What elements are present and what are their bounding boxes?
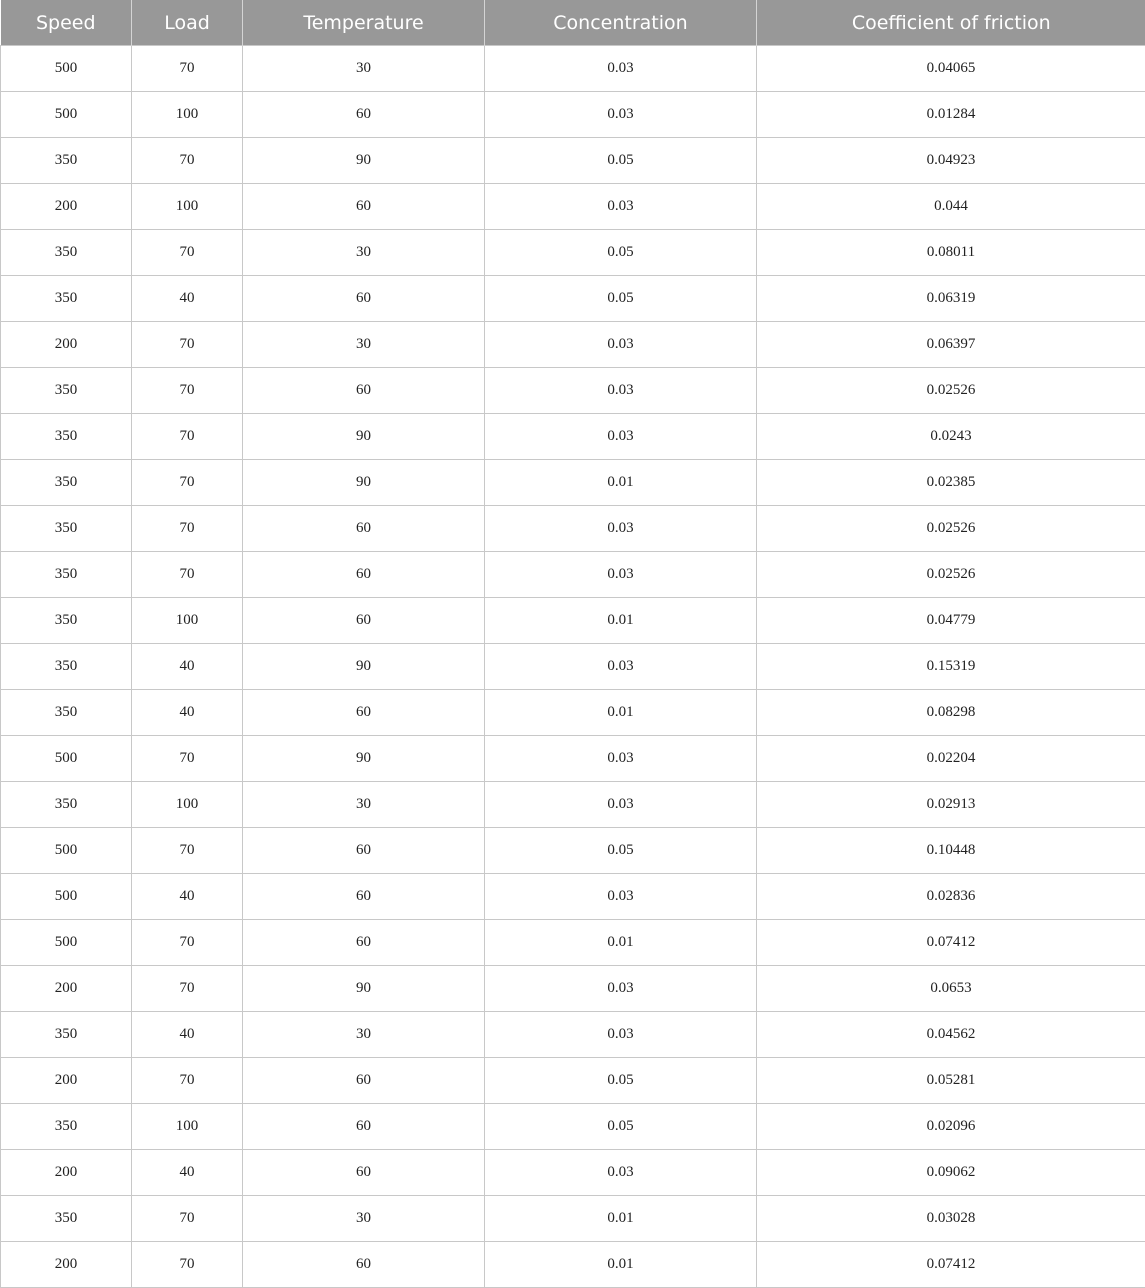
cell-speed: 350 xyxy=(1,138,132,184)
cell-coefficient-of-friction: 0.08298 xyxy=(757,690,1145,736)
header-coefficient-of-friction: Coefficient of friction xyxy=(757,0,1145,46)
table-row xyxy=(1,184,1145,230)
cell-coefficient-of-friction: 0.0653 xyxy=(757,966,1145,1012)
cell-concentration: 0.05 xyxy=(485,1104,757,1150)
cell-load: 70 xyxy=(132,920,243,966)
table-row xyxy=(1,1150,1145,1196)
cell-temperature: 30 xyxy=(243,230,485,276)
cell-temperature: 90 xyxy=(243,736,485,782)
cell-coefficient-of-friction: 0.04562 xyxy=(757,1012,1145,1058)
cell-concentration: 0.03 xyxy=(485,736,757,782)
cell-temperature: 60 xyxy=(243,1104,485,1150)
cell-coefficient-of-friction: 0.02913 xyxy=(757,782,1145,828)
table-row xyxy=(1,552,1145,598)
cell-coefficient-of-friction: 0.02526 xyxy=(757,506,1145,552)
cell-coefficient-of-friction: 0.0243 xyxy=(757,414,1145,460)
table-row xyxy=(1,414,1145,460)
cell-speed: 350 xyxy=(1,690,132,736)
cell-load: 70 xyxy=(132,414,243,460)
cell-load: 100 xyxy=(132,184,243,230)
cell-coefficient-of-friction: 0.04065 xyxy=(757,46,1145,92)
table-row xyxy=(1,1012,1145,1058)
cell-temperature: 60 xyxy=(243,598,485,644)
cell-temperature: 30 xyxy=(243,782,485,828)
table-row xyxy=(1,920,1145,966)
cell-speed: 500 xyxy=(1,874,132,920)
table-row xyxy=(1,322,1145,368)
cell-coefficient-of-friction: 0.07412 xyxy=(757,1242,1145,1288)
cell-speed: 200 xyxy=(1,1242,132,1288)
cell-temperature: 90 xyxy=(243,966,485,1012)
table-row xyxy=(1,138,1145,184)
table-row xyxy=(1,1196,1145,1242)
cell-speed: 350 xyxy=(1,552,132,598)
table-row xyxy=(1,1242,1145,1288)
cell-concentration: 0.01 xyxy=(485,460,757,506)
cell-coefficient-of-friction: 0.02526 xyxy=(757,552,1145,598)
cell-speed: 350 xyxy=(1,230,132,276)
cell-load: 100 xyxy=(132,92,243,138)
cell-speed: 200 xyxy=(1,966,132,1012)
cell-temperature: 90 xyxy=(243,460,485,506)
cell-load: 70 xyxy=(132,506,243,552)
cell-speed: 350 xyxy=(1,276,132,322)
cell-temperature: 60 xyxy=(243,1150,485,1196)
cell-concentration: 0.01 xyxy=(485,1196,757,1242)
cell-temperature: 60 xyxy=(243,828,485,874)
cell-coefficient-of-friction: 0.06319 xyxy=(757,276,1145,322)
table-row xyxy=(1,644,1145,690)
cell-speed: 350 xyxy=(1,414,132,460)
table-row xyxy=(1,1104,1145,1150)
cell-concentration: 0.03 xyxy=(485,322,757,368)
cell-load: 70 xyxy=(132,828,243,874)
cell-speed: 200 xyxy=(1,1150,132,1196)
cell-coefficient-of-friction: 0.02096 xyxy=(757,1104,1145,1150)
cell-temperature: 60 xyxy=(243,552,485,598)
cell-temperature: 60 xyxy=(243,368,485,414)
cell-speed: 350 xyxy=(1,782,132,828)
cell-coefficient-of-friction: 0.01284 xyxy=(757,92,1145,138)
cell-concentration: 0.03 xyxy=(485,1150,757,1196)
cell-temperature: 60 xyxy=(243,1242,485,1288)
table-row xyxy=(1,460,1145,506)
cell-concentration: 0.03 xyxy=(485,1012,757,1058)
cell-temperature: 90 xyxy=(243,138,485,184)
cell-concentration: 0.01 xyxy=(485,920,757,966)
table-row xyxy=(1,874,1145,920)
cell-coefficient-of-friction: 0.02526 xyxy=(757,368,1145,414)
cell-temperature: 30 xyxy=(243,1012,485,1058)
cell-speed: 500 xyxy=(1,46,132,92)
cell-speed: 200 xyxy=(1,184,132,230)
cell-temperature: 90 xyxy=(243,644,485,690)
header-speed: Speed xyxy=(1,0,132,46)
cell-load: 100 xyxy=(132,1104,243,1150)
cell-speed: 200 xyxy=(1,322,132,368)
table-row xyxy=(1,690,1145,736)
header-concentration: Concentration xyxy=(485,0,757,46)
cell-load: 70 xyxy=(132,138,243,184)
table-row xyxy=(1,276,1145,322)
cell-coefficient-of-friction: 0.15319 xyxy=(757,644,1145,690)
cell-load: 40 xyxy=(132,874,243,920)
cell-concentration: 0.05 xyxy=(485,828,757,874)
cell-concentration: 0.01 xyxy=(485,690,757,736)
cell-temperature: 60 xyxy=(243,92,485,138)
table-row xyxy=(1,736,1145,782)
cell-concentration: 0.05 xyxy=(485,1058,757,1104)
table-row xyxy=(1,598,1145,644)
cell-speed: 500 xyxy=(1,920,132,966)
cell-concentration: 0.01 xyxy=(485,598,757,644)
cell-temperature: 60 xyxy=(243,276,485,322)
cell-load: 40 xyxy=(132,1012,243,1058)
cell-temperature: 60 xyxy=(243,184,485,230)
cell-coefficient-of-friction: 0.10448 xyxy=(757,828,1145,874)
cell-concentration: 0.03 xyxy=(485,414,757,460)
table-row xyxy=(1,782,1145,828)
cell-load: 70 xyxy=(132,460,243,506)
cell-concentration: 0.03 xyxy=(485,46,757,92)
table-row xyxy=(1,828,1145,874)
cell-speed: 350 xyxy=(1,1012,132,1058)
cell-temperature: 60 xyxy=(243,920,485,966)
cell-speed: 500 xyxy=(1,828,132,874)
cell-coefficient-of-friction: 0.05281 xyxy=(757,1058,1145,1104)
cell-concentration: 0.03 xyxy=(485,92,757,138)
cell-temperature: 60 xyxy=(243,690,485,736)
cell-load: 70 xyxy=(132,1058,243,1104)
cell-coefficient-of-friction: 0.04923 xyxy=(757,138,1145,184)
cell-coefficient-of-friction: 0.03028 xyxy=(757,1196,1145,1242)
table-row xyxy=(1,46,1145,92)
cell-coefficient-of-friction: 0.09062 xyxy=(757,1150,1145,1196)
cell-load: 70 xyxy=(132,552,243,598)
cell-coefficient-of-friction: 0.044 xyxy=(757,184,1145,230)
cell-load: 70 xyxy=(132,736,243,782)
cell-concentration: 0.03 xyxy=(485,644,757,690)
cell-temperature: 60 xyxy=(243,874,485,920)
cell-load: 70 xyxy=(132,46,243,92)
cell-load: 70 xyxy=(132,1196,243,1242)
cell-temperature: 60 xyxy=(243,1058,485,1104)
cell-coefficient-of-friction: 0.02836 xyxy=(757,874,1145,920)
cell-concentration: 0.05 xyxy=(485,276,757,322)
table-row xyxy=(1,230,1145,276)
cell-coefficient-of-friction: 0.06397 xyxy=(757,322,1145,368)
cell-speed: 200 xyxy=(1,1058,132,1104)
cell-load: 40 xyxy=(132,1150,243,1196)
table-row xyxy=(1,966,1145,1012)
cell-concentration: 0.01 xyxy=(485,1242,757,1288)
cell-concentration: 0.03 xyxy=(485,368,757,414)
cell-coefficient-of-friction: 0.02204 xyxy=(757,736,1145,782)
cell-speed: 350 xyxy=(1,1196,132,1242)
cell-temperature: 60 xyxy=(243,506,485,552)
cell-coefficient-of-friction: 0.04779 xyxy=(757,598,1145,644)
cell-temperature: 30 xyxy=(243,1196,485,1242)
cell-speed: 350 xyxy=(1,506,132,552)
cell-temperature: 90 xyxy=(243,414,485,460)
cell-speed: 350 xyxy=(1,598,132,644)
cell-concentration: 0.05 xyxy=(485,230,757,276)
cell-load: 70 xyxy=(132,966,243,1012)
table-row xyxy=(1,1058,1145,1104)
cell-concentration: 0.03 xyxy=(485,782,757,828)
cell-speed: 350 xyxy=(1,1104,132,1150)
cell-concentration: 0.03 xyxy=(485,552,757,598)
cell-coefficient-of-friction: 0.08011 xyxy=(757,230,1145,276)
cell-speed: 350 xyxy=(1,460,132,506)
cell-concentration: 0.03 xyxy=(485,874,757,920)
cell-concentration: 0.05 xyxy=(485,138,757,184)
cell-concentration: 0.03 xyxy=(485,966,757,1012)
cell-temperature: 30 xyxy=(243,46,485,92)
cell-speed: 500 xyxy=(1,736,132,782)
table-row xyxy=(1,506,1145,552)
cell-coefficient-of-friction: 0.07412 xyxy=(757,920,1145,966)
header-temperature: Temperature xyxy=(243,0,485,46)
cell-load: 40 xyxy=(132,690,243,736)
header-load: Load xyxy=(132,0,243,46)
cell-speed: 350 xyxy=(1,368,132,414)
cell-temperature: 30 xyxy=(243,322,485,368)
cell-load: 40 xyxy=(132,644,243,690)
cell-load: 70 xyxy=(132,1242,243,1288)
cell-load: 40 xyxy=(132,276,243,322)
cell-load: 70 xyxy=(132,322,243,368)
table-row xyxy=(1,368,1145,414)
table-row xyxy=(1,92,1145,138)
cell-load: 70 xyxy=(132,230,243,276)
cell-concentration: 0.03 xyxy=(485,184,757,230)
cell-concentration: 0.03 xyxy=(485,506,757,552)
table-header xyxy=(1,0,1145,46)
cell-speed: 350 xyxy=(1,644,132,690)
cell-load: 70 xyxy=(132,368,243,414)
cell-speed: 500 xyxy=(1,92,132,138)
header-row xyxy=(1,0,1145,46)
cell-load: 100 xyxy=(132,782,243,828)
cell-load: 100 xyxy=(132,598,243,644)
cell-coefficient-of-friction: 0.02385 xyxy=(757,460,1145,506)
table-body xyxy=(1,46,1145,1288)
